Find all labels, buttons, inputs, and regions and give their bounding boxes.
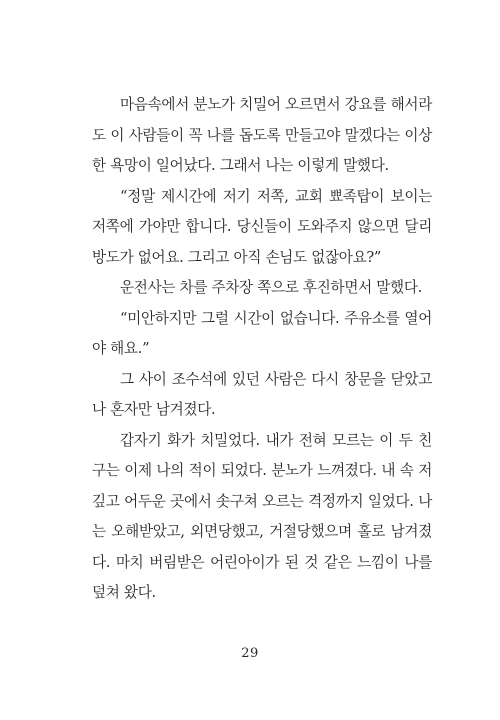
paragraph-4: “미안하지만 그럴 시간이 없습니다. 주유소를 열어야 해요.” xyxy=(92,309,432,357)
paragraph-6: 갑자기 화가 치밀었다. 내가 전혀 모르는 이 두 친구는 이제 나의 적이 되었다. 분노가 느껴졌다. 내 속 저 깊고 어두운 곳에서 솟구쳐 오르는 격정까지 일었다. 나는 오해받았고, 외면당했고, 거절당했으며 홀로 남겨졌다. 마치 버림받은 어린아이가 된 것 같은 느낌이 나를 덮쳐 왔다. xyxy=(92,431,432,601)
page-number: 29 xyxy=(241,646,259,661)
paragraph-3: 운전사는 차를 주차장 쪽으로 후진하면서 말했다. xyxy=(120,279,422,296)
paragraph-1: 마음속에서 분노가 치밀어 오르면서 강요를 해서라도 이 사람들이 꼭 나를 돕도록 만들고야 말겠다는 이상한 욕망이 일어났다. 그래서 나는 이렇게 말했다. xyxy=(92,96,432,174)
paragraph-5: 그 사이 조수석에 있던 사람은 다시 창문을 닫았고 나 혼자만 남겨졌다. xyxy=(92,370,432,418)
body-text xyxy=(92,90,432,609)
paragraph-2: “정말 제시간에 저기 저쪽, 교회 뾰족탑이 보이는 저쪽에 가야만 합니다. 당신들이 도와주지 않으면 달리 방도가 없어요. 그리고 아직 손님도 없잖아요?” xyxy=(92,187,432,266)
